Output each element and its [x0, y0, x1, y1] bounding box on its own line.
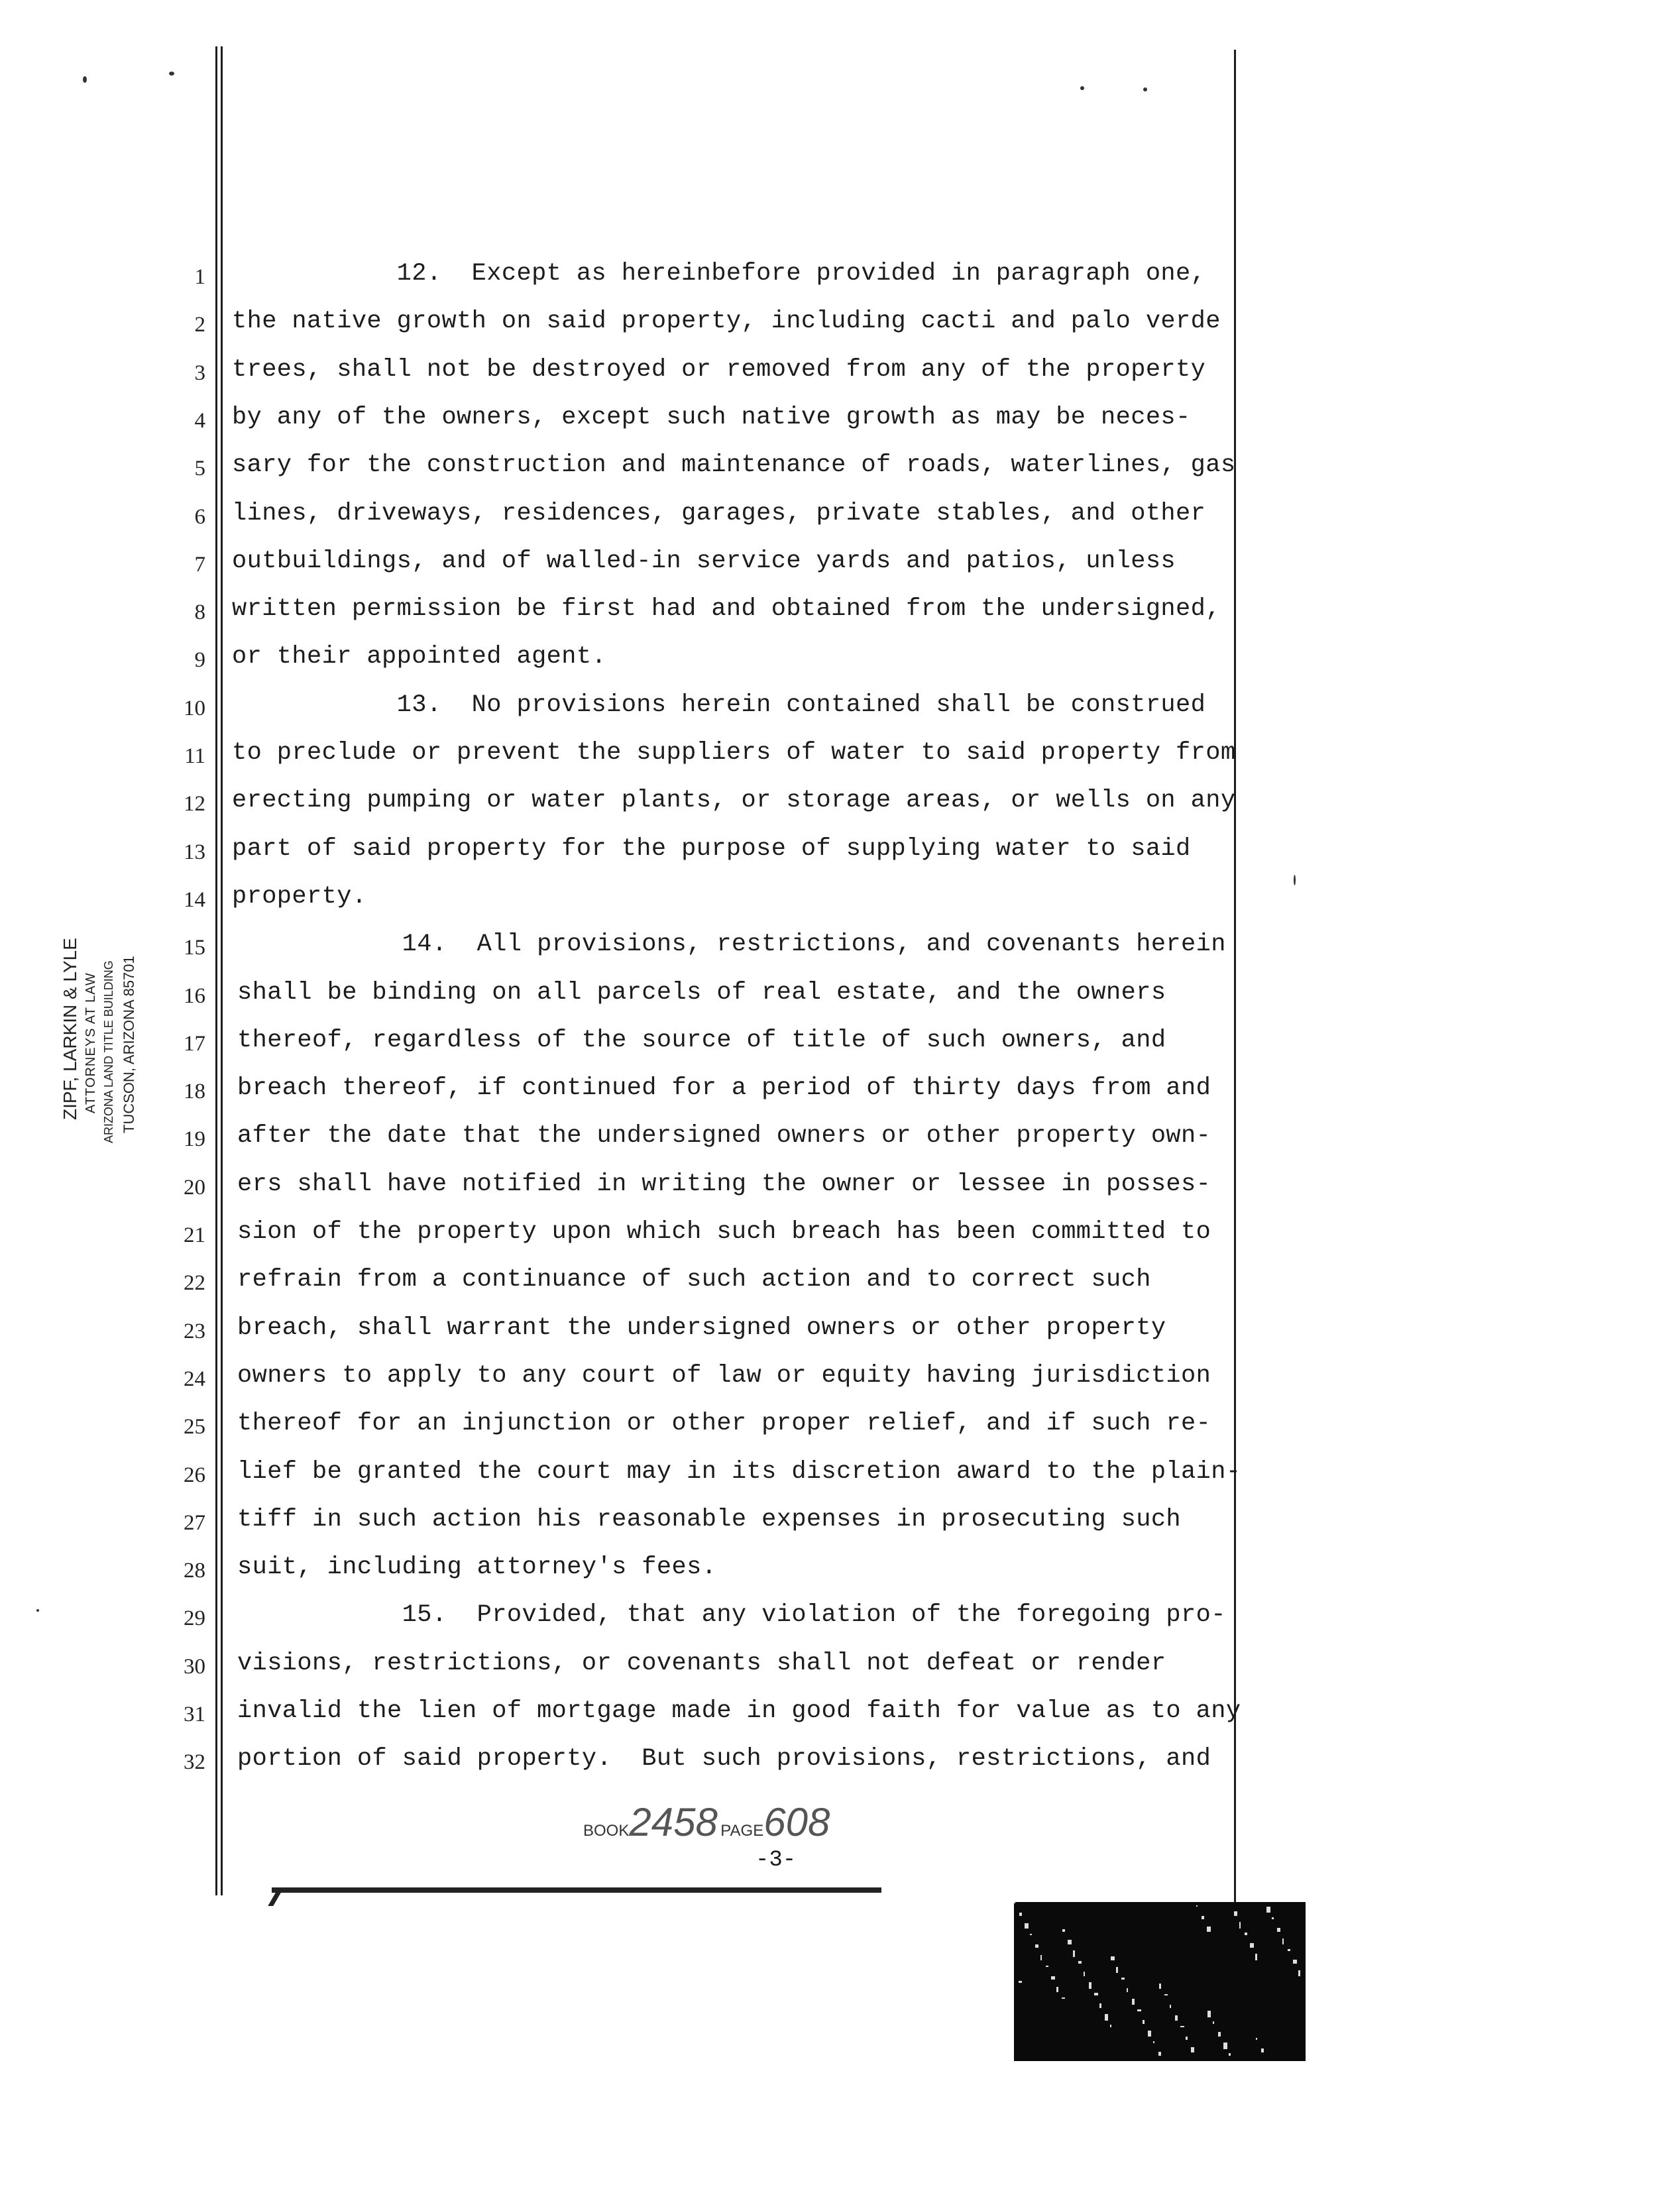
scan-speck: [36, 1609, 39, 1612]
line-number: 11: [184, 744, 205, 768]
line-number: 5: [194, 457, 205, 481]
noise-fleck: [1073, 1950, 1075, 1957]
noise-fleck: [1256, 2038, 1257, 2040]
noise-fleck: [1078, 1961, 1082, 1964]
book-page-stamp: [583, 1799, 830, 1845]
line-number: 12: [184, 792, 205, 816]
line-number: 29: [184, 1606, 205, 1631]
noise-fleck: [1234, 1911, 1237, 1916]
document-line: thereof for an injunction or other proper relief, and if such re-: [237, 1410, 1211, 1438]
noise-fleck: [1143, 2020, 1145, 2024]
noise-fleck: [1213, 2021, 1214, 2024]
book-number: 2458: [629, 1800, 718, 1844]
noise-fleck: [1035, 1944, 1038, 1948]
document-line: invalid the lien of mortgage made in good faith for value as to any: [237, 1697, 1241, 1725]
scan-noise-patch: [1014, 1902, 1306, 2061]
noise-fleck: [1288, 1949, 1290, 1951]
line-number: 16: [184, 983, 205, 1008]
noise-fleck: [1056, 1987, 1058, 1992]
scan-speck: [1143, 87, 1147, 91]
noise-fleck: [1062, 1929, 1065, 1932]
document-line: 12. Except as hereinbefore provided in paragraph one,: [232, 260, 1206, 288]
scan-speck: [1080, 86, 1084, 90]
line-number: 1: [194, 265, 205, 289]
line-number: 17: [184, 1031, 205, 1056]
document-line: breach, shall warrant the undersigned owners or other property: [237, 1314, 1166, 1342]
document-line: sion of the property upon which such breach has been committed to: [237, 1218, 1211, 1246]
noise-fleck: [1068, 1940, 1072, 1944]
noise-fleck: [1298, 1970, 1300, 1976]
line-number: 27: [184, 1510, 205, 1535]
document-line: shall be binding on all parcels of real estate, and the owners: [237, 978, 1166, 1007]
document-line: suit, including attorney's fees.: [237, 1553, 717, 1582]
noise-fleck: [1218, 2032, 1221, 2037]
line-number: 26: [184, 1463, 205, 1487]
firm-city: TUCSON, ARIZONA 85701: [121, 956, 137, 1133]
noise-fleck: [1277, 1928, 1280, 1932]
line-number: 7: [194, 552, 205, 577]
document-line: erecting pumping or water plants, or storage areas, or wells on any: [232, 787, 1236, 815]
noise-fleck: [1180, 2026, 1184, 2027]
line-number: 4: [194, 408, 205, 433]
line-number: 28: [184, 1559, 205, 1583]
noise-fleck: [1084, 1972, 1085, 1976]
line-number: 9: [194, 648, 205, 673]
bottom-rule: [272, 1887, 881, 1893]
right-margin-rule: [1234, 50, 1236, 1905]
page-number: -3-: [756, 1848, 797, 1873]
noise-fleck: [1191, 2047, 1194, 2052]
noise-fleck: [1111, 1956, 1115, 1960]
noise-fleck: [1099, 2003, 1101, 2008]
noise-fleck: [1207, 1927, 1211, 1932]
line-number: 15: [184, 936, 205, 960]
document-line: 15. Provided, that any violation of the foregoing pro-: [237, 1601, 1226, 1630]
noise-fleck: [1110, 2025, 1111, 2027]
line-number: 13: [184, 840, 205, 864]
document-line: part of said property for the purpose of supplying water to said: [232, 834, 1191, 863]
noise-fleck: [1164, 1994, 1168, 1995]
document-line: sary for the construction and maintenance of roads, waterlines, gas: [232, 451, 1236, 480]
noise-fleck: [1019, 1913, 1022, 1916]
line-number: 14: [184, 887, 205, 912]
document-line: tiff in such action his reasonable expenses in prosecuting such: [237, 1505, 1182, 1534]
noise-fleck: [1250, 1943, 1254, 1948]
noise-fleck: [1261, 2048, 1264, 2052]
noise-fleck: [1186, 2037, 1188, 2040]
scan-speck: [169, 72, 174, 76]
line-number: 6: [194, 504, 205, 529]
noise-fleck: [1019, 1981, 1022, 1983]
document-line: trees, shall not be destroyed or removed from any of the property: [232, 355, 1206, 384]
noise-fleck: [1170, 2005, 1171, 2008]
page-label: PAGE: [720, 1822, 764, 1840]
noise-fleck: [1137, 2009, 1141, 2011]
noise-fleck: [1223, 2043, 1227, 2049]
line-number: 8: [194, 600, 205, 625]
line-number: 10: [184, 696, 205, 720]
document-line: or their appointed agent.: [232, 643, 607, 671]
line-number: 30: [184, 1654, 205, 1679]
noise-fleck: [1121, 1978, 1125, 1980]
document-line: 13. No provisions herein contained shall be construed: [232, 691, 1206, 719]
noise-fleck: [1025, 1923, 1029, 1929]
document-line: lief be granted the court may in its discretion award to the plain-: [237, 1457, 1241, 1486]
left-margin-rule-1: [215, 46, 217, 1895]
line-number: 23: [184, 1319, 205, 1343]
document-line: breach thereof, if continued for a period of thirty days from and: [237, 1074, 1211, 1103]
noise-fleck: [1175, 2015, 1178, 2021]
noise-fleck: [1094, 1993, 1098, 1995]
line-number: 2: [194, 313, 205, 337]
left-margin-rule-2: [221, 46, 223, 1895]
noise-fleck: [1014, 1902, 1015, 1903]
noise-fleck: [1062, 1997, 1065, 1999]
bottom-rule-tail: [268, 1893, 281, 1906]
document-line: owners to apply to any court of law or equity having jurisdiction: [237, 1361, 1211, 1390]
document-line: property.: [232, 882, 367, 911]
noise-fleck: [1239, 1922, 1241, 1929]
noise-fleck: [1272, 1917, 1274, 1919]
line-number: 31: [184, 1703, 205, 1726]
noise-fleck: [1229, 2053, 1231, 2056]
document-line: ers shall have notified in writing the owner or lessee in posses-: [237, 1170, 1211, 1198]
document-line: lines, driveways, residences, garages, private stables, and other: [232, 499, 1206, 528]
line-number: 22: [184, 1271, 205, 1296]
scan-speck: [1294, 875, 1296, 885]
line-number: 32: [184, 1750, 205, 1775]
noise-fleck: [1255, 1954, 1257, 1960]
firm-building: ARIZONA LAND TITLE BUILDING: [102, 960, 115, 1143]
noise-fleck: [1105, 2014, 1108, 2021]
scan-speck: [83, 76, 87, 83]
noise-fleck: [1153, 2041, 1154, 2043]
noise-fleck: [1159, 1984, 1161, 1989]
noise-fleck: [1282, 1938, 1284, 1944]
document-line: the native growth on said property, including cacti and palo verde: [232, 308, 1221, 336]
noise-fleck: [1293, 1960, 1297, 1964]
page-ref: 608: [763, 1800, 830, 1844]
line-number: 25: [184, 1415, 205, 1439]
noise-fleck: [1030, 1934, 1032, 1935]
document-line: written permission be first had and obtained from the undersigned,: [232, 595, 1221, 624]
document-line: refrain from a continuance of such action and to correct such: [237, 1266, 1151, 1294]
noise-fleck: [1196, 1905, 1198, 1907]
noise-fleck: [1046, 1966, 1048, 1967]
noise-fleck: [1207, 2011, 1211, 2017]
line-number: 19: [184, 1127, 205, 1152]
line-number: 18: [184, 1080, 205, 1104]
noise-fleck: [1245, 1933, 1247, 1935]
firm-name: ZIPF, LARKIN & LYLE: [60, 938, 80, 1120]
document-line: portion of said property. But such provisions, restrictions, and: [237, 1745, 1211, 1773]
line-number: 3: [194, 361, 205, 385]
firm-title: ATTORNEYS AT LAW: [84, 972, 98, 1113]
noise-fleck: [1051, 1976, 1055, 1980]
noise-fleck: [1148, 2031, 1151, 2037]
document-line: outbuildings, and of walled-in service yards and patios, unless: [232, 547, 1176, 575]
law-firm-stamp: [60, 921, 172, 1147]
document-line: by any of the owners, except such native growth as may be neces-: [232, 403, 1191, 431]
book-label: BOOK: [583, 1822, 630, 1840]
line-number: 21: [184, 1223, 205, 1247]
noise-fleck: [1158, 2052, 1161, 2056]
noise-fleck: [1266, 1907, 1270, 1913]
document-line: 14. All provisions, restrictions, and covenants herein: [237, 930, 1226, 959]
document-line: to preclude or prevent the suppliers of water to said property from: [232, 739, 1236, 767]
noise-fleck: [1040, 1955, 1042, 1960]
line-number: 24: [184, 1367, 205, 1391]
noise-fleck: [1132, 1999, 1135, 2005]
document-line: thereof, regardless of the source of title of such owners, and: [237, 1026, 1166, 1054]
document-line: visions, restrictions, or covenants shall not defeat or render: [237, 1649, 1166, 1677]
document-line: after the date that the undersigned owners or other property own-: [237, 1122, 1211, 1150]
noise-fleck: [1116, 1967, 1118, 1973]
noise-fleck: [1089, 1982, 1092, 1989]
noise-fleck: [1202, 1916, 1204, 1919]
noise-fleck: [1127, 1988, 1128, 1992]
line-number: 20: [184, 1175, 205, 1200]
